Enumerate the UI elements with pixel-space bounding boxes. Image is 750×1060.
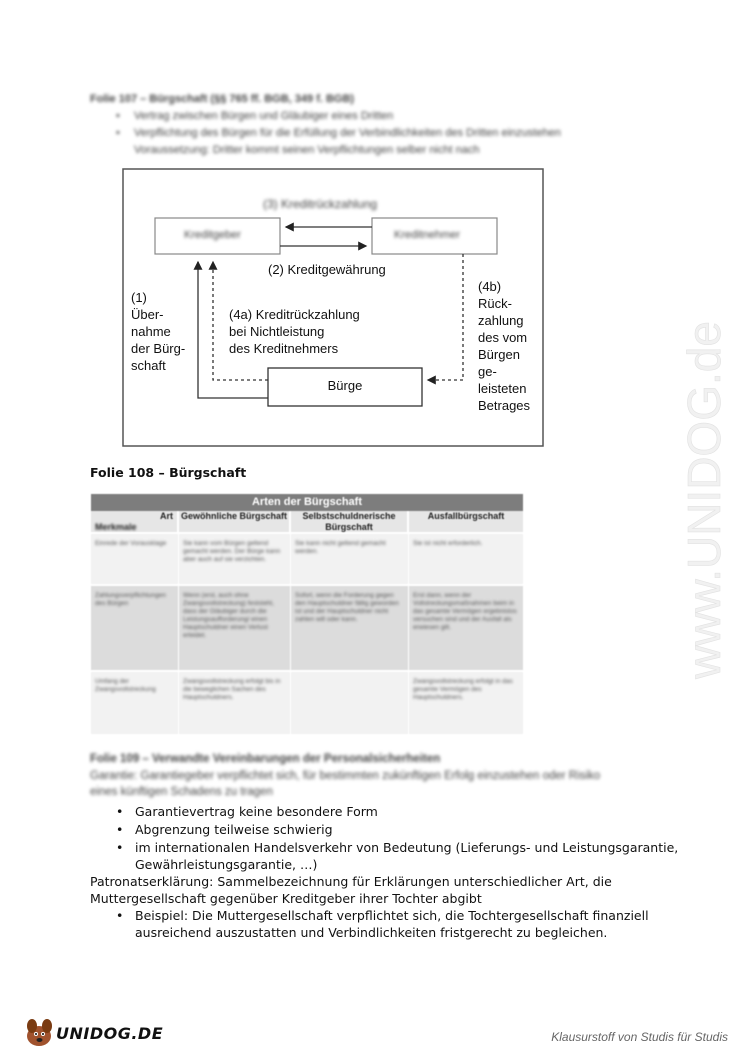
label-1-line-3: nahme <box>131 324 171 339</box>
col-merkmale-label: Merkmale <box>95 522 137 532</box>
beispiel-line-1: Beispiel: Die Muttergesellschaft verpflichtet sich, die Tochtergesellschaft finanziell <box>135 908 649 923</box>
folie107-bullet-2: Verpflichtung des Bürgen für die Erfüllung der Verbindlichkeiten des Dritten einzustehen <box>134 127 561 139</box>
folie107-bullet-1: Vertrag zwischen Bürgen und Gläubiger eines Dritten <box>134 110 394 122</box>
patronat-line-1: Patronatserklärung: Sammelbezeichnung für Erklärungen unterschiedlicher Art, die <box>90 874 612 889</box>
col-sep-3 <box>408 511 409 734</box>
col-header-ausfall: Ausfallbürgschaft <box>409 511 523 532</box>
table-row-3-cell-1: Zwangsvollstreckung erfolgt bis in die beweglichen Sachen des Hauptschuldners. <box>183 678 281 701</box>
table-row-2-label: Zahlungsverpflichtungen des Bürgen <box>95 592 166 607</box>
patronat-line-2: Muttergesellschaft gegenüber Kreditgeber ihrer Tochter abgibt <box>90 891 482 906</box>
table-row-1-cell-2: Sie kann nicht geltend gemacht werden. <box>295 540 386 555</box>
col-sep-2 <box>290 511 291 734</box>
col-art-label: Art <box>160 511 173 521</box>
folie109-title: Folie 109 – Verwandte Vereinbarungen der Personalsicherheiten <box>90 753 441 765</box>
label-1-line-5: schaft <box>131 358 166 373</box>
folie109-bullet-2: Abgrenzung teilweise schwierig <box>135 822 333 837</box>
bullet-marker-3: • <box>116 840 124 855</box>
label-1-line-1: (1) <box>131 290 147 305</box>
watermark <box>650 270 750 730</box>
table-row-3-cell-3: Zwangsvollstreckung erfolgt in das gesamte Vermögen des Hauptschuldners. <box>413 678 513 701</box>
label-buerge: Bürge <box>327 378 363 393</box>
table-row-2-cell-3: Erst dann, wenn der Vollstreckungsmaßnahmen beim in das gesamte Vermögen ergebnislos versuchen sind und der Ausfall als erwiesen gilt. <box>413 592 517 631</box>
label-uebernahme-buergschaft <box>131 289 185 374</box>
folie109-bullet-1: Garantievertrag keine besondere Form <box>135 804 378 819</box>
label-kreditgewaehrung: (2) Kreditgewährung <box>268 262 386 277</box>
table-row-1-label: Einrede der Vorausklage <box>95 540 167 547</box>
table-title: Arten der Bürgschaft <box>91 494 523 511</box>
label-4b <box>478 278 530 414</box>
col-sep-1 <box>178 511 179 734</box>
label-4a <box>229 306 360 357</box>
folie109-bullet-3-cont: Gewährleistungsgarantie, …) <box>135 857 318 872</box>
label-4a-line-1: (4a) Kreditrückzahlung <box>229 307 360 322</box>
folie107-bullet-3: Voraussetzung: Dritter kommt seinen Verpflichtungen selber nicht nach <box>134 144 480 156</box>
col-header-art <box>91 511 177 532</box>
folie109-bullet-3: im internationalen Handelsverkehr von Bedeutung (Lieferungs- und Leistungsgarantie, <box>135 840 679 855</box>
folie107-bullet-marker-2: • <box>116 127 120 139</box>
buergschaft-table <box>91 494 523 734</box>
folie108-title: Folie 108 – Bürgschaft <box>90 465 247 480</box>
col-header-gewoehnliche: Gewöhnliche Bürgschaft <box>179 511 289 532</box>
table-row-1-cell-3: Sie ist nicht erforderlich. <box>413 540 483 547</box>
footer-tagline: Klausurstoff von Studis für Studis <box>551 1030 728 1044</box>
label-4b-line-2: Rück- <box>478 296 512 311</box>
label-4b-line-5: Bürgen <box>478 347 520 362</box>
table-row-2-cell-1: Wenn (erst, auch ohne Zwangsvollstreckung) feststeht, dass der Gläubiger durch die Leistungsaufforderung/ einen Hauptschuldner einen Verlust erleidet. <box>183 592 275 639</box>
label-4b-line-8: Betrages <box>478 398 531 413</box>
garantie-line-2: eines künftigen Schadens zu tragen <box>90 786 273 798</box>
folie107-title: Folie 107 – Bürgschaft (§§ 765 ff. BGB, 349 f. BGB) <box>90 93 355 105</box>
bullet-marker-4: • <box>116 908 124 923</box>
col-header-selbstschuldnerische: Selbstschuldnerische Bürgschaft <box>291 511 407 532</box>
unidog-logo[interactable] <box>22 1014 164 1050</box>
label-kreditrueckzahlung-3: (3) Kreditrückzahlung <box>263 197 378 211</box>
label-4a-line-3: des Kreditnehmers <box>229 341 339 356</box>
bullet-marker-1: • <box>116 804 124 819</box>
table-row-3-label: Umfang der Zwangsvollstreckung <box>95 678 156 693</box>
dog-icon <box>22 1014 58 1050</box>
label-1-line-2: Über- <box>131 307 164 322</box>
folie107-bullet-marker-1: • <box>116 110 120 122</box>
label-4a-line-2: bei Nichtleistung <box>229 324 325 339</box>
table-row-1-cell-1: Sie kann vom Bürgen geltend gemacht werden. Der Bürge kann aber auch auf sie verzichten. <box>183 540 281 563</box>
label-4b-line-4: des vom <box>478 330 528 345</box>
bullet-marker-2: • <box>116 822 124 837</box>
table-row-3-cell-2 <box>293 676 407 680</box>
label-4b-line-7: leisteten <box>478 381 527 396</box>
watermark-text: www.UNIDOG.de <box>678 321 730 679</box>
garantie-line-1: Garantie: Garantiegeber verpflichtet sich, für bestimmten zukünftigen Erfolg einzustehen oder Risiko <box>90 770 601 782</box>
label-4b-line-6: ge- <box>478 364 497 379</box>
label-kreditnehmer: Kreditnehmer <box>394 229 461 241</box>
logo-text: UNIDOG.DE <box>56 1024 164 1043</box>
label-4b-line-3: zahlung <box>478 313 524 328</box>
arrow-4b <box>428 254 463 380</box>
label-kreditgeber: Kreditgeber <box>184 229 241 241</box>
table-row-2-cell-2: Sofort, wenn die Forderung gegen den Hauptschuldner fällig geworden ist und der Hauptschuldner nicht zahlen will oder kann. <box>295 592 399 623</box>
beispiel-line-2: ausreichend auszustatten und Verbindlichkeiten fristgerecht zu begleichen. <box>135 925 608 940</box>
label-1-line-4: der Bürg- <box>131 341 186 356</box>
label-4b-line-1: (4b) <box>478 279 502 294</box>
